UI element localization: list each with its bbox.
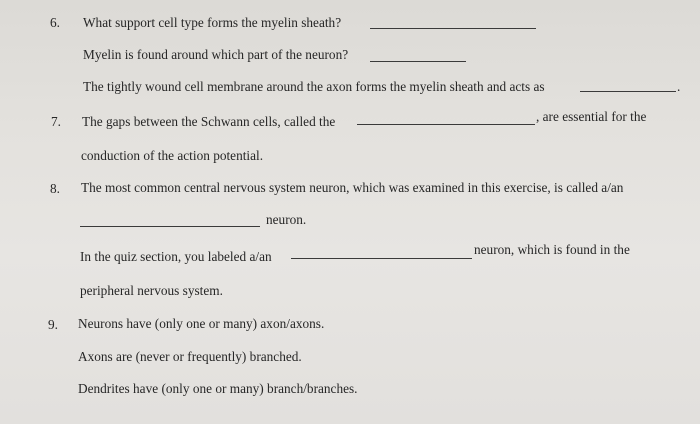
question-8-line-2-end: neuron. [266,212,307,227]
question-7-number: 7. [51,114,61,129]
question-8-number: 8. [50,181,60,196]
question-8-line-4: peripheral nervous system. [80,283,223,298]
question-6-line-1: What support cell type forms the myelin sheath? [83,15,342,30]
question-7-line-2: conduction of the action potential. [81,148,264,163]
question-6-number: 6. [50,15,60,30]
question-9-number: 9. [48,317,58,332]
question-7-line-1-end: , are essential for the [536,109,647,124]
question-9-line-1: Neurons have (only one or many) axon/axons. [78,316,325,331]
question-8-line-3-start: In the quiz section, you labeled a/an [80,249,272,264]
question-6-line-2: Myelin is found around which part of the neuron? [83,47,349,62]
question-6-line-3-period: . [677,79,681,94]
question-8-blank-2[interactable] [291,258,472,259]
question-6-line-3: The tightly wound cell membrane around the axon forms the myelin sheath and acts as [83,79,545,94]
question-6-blank-2[interactable] [370,61,466,62]
question-7-blank-1[interactable] [357,124,535,125]
question-7-line-1-start: The gaps between the Schwann cells, called the [82,114,336,129]
question-8-line-1: The most common central nervous system neuron, which was examined in this exercise, is called a/an [81,180,624,195]
question-6-blank-3[interactable] [580,91,676,92]
question-8-blank-1[interactable] [80,226,260,227]
question-8-line-3-end: neuron, which is found in the [474,242,630,257]
question-9-line-3: Dendrites have (only one or many) branch/branches. [78,381,358,396]
question-6-blank-1[interactable] [370,28,536,29]
question-9-line-2: Axons are (never or frequently) branched. [78,349,302,364]
